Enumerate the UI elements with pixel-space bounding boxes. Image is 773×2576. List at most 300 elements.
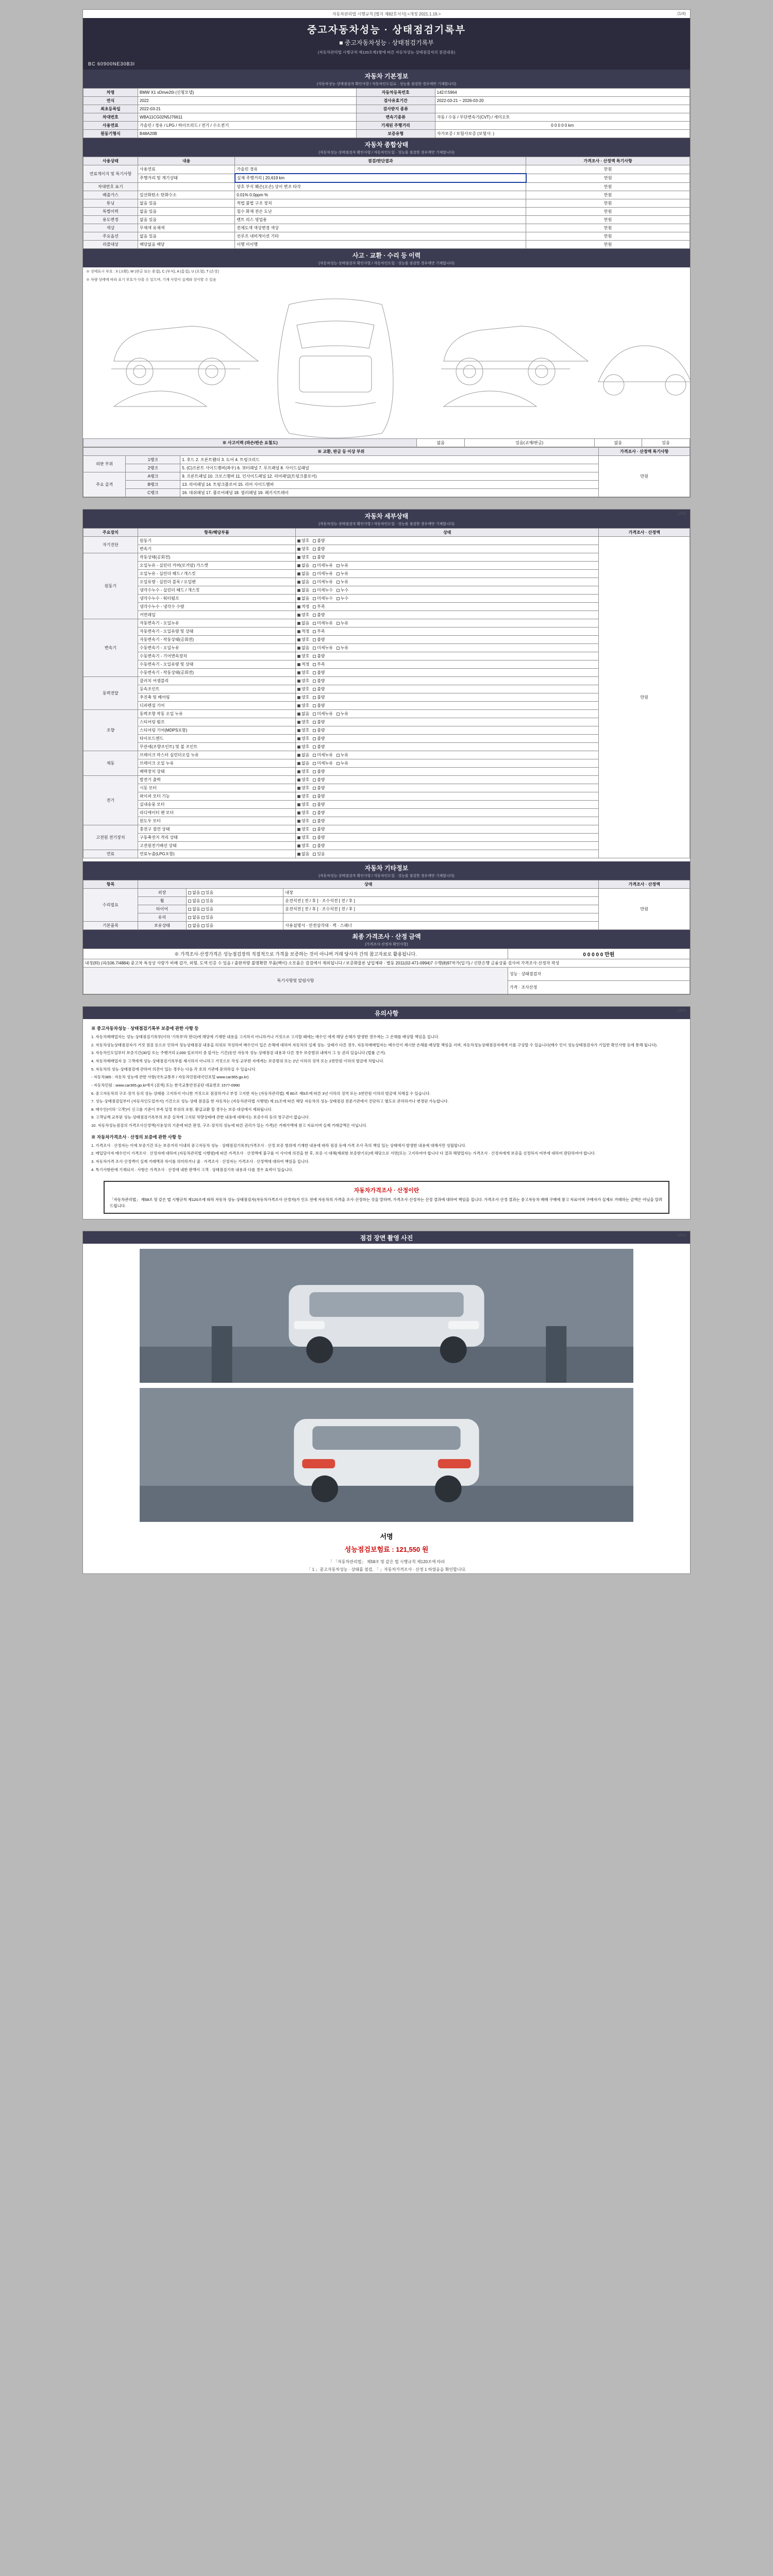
car-damage-diagram [83, 284, 690, 438]
final-price-note: ※ 가격조사·산정가격은 성능점검장의 직접적으로 가격을 보증하는 것이 아니며 거래 당사자 간의 참고자료로 활용됩니다. [83, 949, 508, 959]
checkbox-option[interactable]: 양호 [297, 720, 309, 724]
detail-state-options[interactable] [295, 825, 599, 834]
detail-part-name: 냉각수누수 - 워터펌프 [138, 595, 295, 603]
part-items: 13. 리어패널 14. 트렁크플로어 15. 리어 사이드멤버 [180, 481, 599, 489]
detail-state-options[interactable] [295, 619, 599, 628]
damaged-parts-remark-head: 가격조사 · 산정액 특기사항 [599, 448, 690, 456]
checkbox-option[interactable]: 누유 [337, 646, 348, 650]
basic-info-table [83, 88, 690, 138]
detail-group-label: 변속기 [83, 619, 138, 677]
detail-part-name: 브레이크 마스터 실린더오일 누유 [138, 751, 295, 759]
accident-note-2: ※ 차량 상태에 따라 표기 부호가 다를 수 있으며, 기재 사항이 실제와 상이할 수 있음 [86, 278, 216, 282]
row-result: 0.01% 0.0ppm % [235, 191, 526, 199]
checkbox-option[interactable]: 양호 [297, 654, 309, 658]
checkbox-option[interactable]: 없음 [297, 580, 309, 584]
checkbox-option[interactable]: 누수 [337, 596, 348, 601]
checkbox-option[interactable]: 불량 [313, 744, 325, 749]
notice-item: 6. 중고자동차의 구조·장치 등의 성능·상태를 고지하지 아니한 거짓으로 점검하거나 부정 고지한 자는 (자동차관리법) 제 80조 제9호에 따른 3년 이하의 징역 또는 3천만원 이하의 벌금에 처해질 수 있습니다. [91, 1091, 431, 1096]
detail-part-name: 오일누유 - 실린더 커버(로커암) 가스켓 [138, 562, 295, 570]
document-subtitle: ■ 중고자동차성능 · 상태점검기록부 [339, 39, 434, 46]
detail-part-name: 발전기 출력 [138, 776, 295, 784]
row-label: 튜닝 [83, 199, 138, 208]
checkbox-option[interactable]: 없음 [297, 852, 309, 856]
checkbox-option[interactable]: 없음 [297, 571, 309, 576]
checkbox-option[interactable]: 없음 [297, 646, 309, 650]
checkbox-option[interactable]: 양호 [297, 679, 309, 683]
checkbox-option[interactable]: 불량 [313, 679, 325, 683]
detail-group-label: 고전원 전기장치 [83, 825, 138, 850]
detail-group-label: 제동 [83, 751, 138, 776]
section-accident-sub: (자동차성능·상태점검자 확인사항 / 자동차인도일 · 성능을 점검한 경우에만 기재합니다) [318, 262, 455, 265]
detail-state-options[interactable] [295, 685, 599, 693]
checkbox-option[interactable]: 양호 [297, 613, 309, 617]
detail-state-options[interactable] [295, 710, 599, 718]
checkbox-option[interactable]: 없음 [297, 621, 309, 625]
detail-part-name: 변속기 [138, 545, 295, 553]
part-items: 9. 프론트패널 10. 크로스멤버 11. 인사이드패널 12. 리어패널(트렁크플로어) [180, 472, 599, 481]
checkbox-option[interactable]: 없음 [297, 761, 309, 766]
checkbox-option[interactable]: 없음 [297, 753, 309, 757]
row-content: 없음 있음 [138, 216, 234, 224]
cell-value: 자가보증 / 보험사보증 (보험사: ) [435, 130, 690, 138]
cell-value: 자동 / 수동 / 무단변속기(CVT) / 세미오토 [435, 113, 690, 122]
checkbox-option[interactable]: 양호 [297, 744, 309, 749]
row-result: 이행 미이행 [235, 241, 526, 249]
detail-state-options[interactable] [295, 595, 599, 603]
section-basic-info-header [83, 70, 690, 88]
checkbox-option[interactable]: 부족 [313, 662, 325, 667]
detail-state-options[interactable] [295, 652, 599, 660]
checkbox-option[interactable]: 누유 [337, 571, 348, 576]
other-col-price: 가격조사 · 산정액 [599, 880, 690, 889]
detail-state-options[interactable] [295, 693, 599, 702]
cell-label: 검사받지 종류 [356, 105, 435, 113]
detail-part-name: 수동변속기 - 기어변속장치 [138, 652, 295, 660]
section-basic-info-title: 자동차 기본정보 [364, 73, 409, 80]
checkbox-option[interactable]: 미세누유 [313, 753, 333, 757]
damaged-parts-remark: 만원 [599, 456, 690, 497]
col-header-usestate: 사용상태 [83, 157, 138, 165]
page-number-1: (1/4) [677, 11, 686, 16]
checkbox-option[interactable]: 불량 [313, 819, 325, 823]
detail-state-options[interactable] [295, 545, 599, 553]
notice-block-0-head: ※ 중고자동차성능 · 상태점검기록부 보증에 관한 사항 등 [91, 1026, 199, 1031]
detail-state-options[interactable] [295, 850, 599, 858]
inspection-photo-rear [140, 1388, 633, 1522]
checkbox-option[interactable]: 적정 [297, 662, 309, 667]
detail-state-options[interactable] [295, 636, 599, 644]
checkbox-option[interactable]: 미세누유 [313, 621, 333, 625]
row-result: 선루프 내비게이션 기타 [235, 232, 526, 241]
section-other-header [83, 861, 690, 880]
section-detail-sub: (자동차성능·상태점검자 확인사항 / 자동차인도일 · 성능을 점검한 경우에만 기재합니다) [318, 522, 455, 526]
row-remark: 만원 [526, 174, 690, 182]
page-3 [82, 1006, 691, 1219]
document-header [83, 18, 690, 60]
row-remark: 만원 [526, 165, 690, 174]
checkbox-option[interactable]: 양호 [297, 695, 309, 700]
notice-body [83, 1019, 690, 1176]
checkbox-option[interactable]: 불량 [313, 547, 325, 551]
notice-item: - 자동차365 : 자동차 성능에 관한 사항(국토교통부 / 자동차민원대국민포털 www.car365.go.kr) [91, 1075, 249, 1080]
notice-item: 8. 매수인(이하 '고객')이 신고를 기준이 부족 일정 부위의 포함, 환급교환 할 경우는 보증 대상에서 제외됩니다. [91, 1107, 273, 1112]
checkbox-option[interactable]: 양호 [297, 736, 309, 741]
detail-state-options[interactable] [295, 735, 599, 743]
col-header-device: 주요장치 [83, 529, 138, 537]
row-label: 연료게이지 및 특기사항 [83, 165, 138, 183]
row-content: 주행거리 및 계기상태 [138, 174, 234, 182]
checkbox-option[interactable]: 양호 [297, 703, 309, 708]
notice-item: 3. 자동차가격 조사·산정액이 실제 거래액과 차이를 의미하거나 줄 · 가격조사 · 산정자는 가격조사 · 산정액에 대하여 책임을 집니다. [91, 1159, 310, 1164]
cell-value: B48A20B [138, 130, 356, 138]
other-item: 타이어 [138, 905, 186, 913]
checkbox-option[interactable]: 양호 [297, 794, 309, 799]
checkbox-option[interactable]: 불량 [313, 835, 325, 840]
detail-state-options[interactable] [295, 669, 599, 677]
section-notice-header [83, 1007, 690, 1019]
notice-item: 10. 자동차성능점검의 가격조사산정액(사용상의 기준에 따른 판정, 구조·장치의 성능에 따른 권리가 있는 가격)은 거래가액에 참고 자료이며 실제 거래금액은 아닙니다. [91, 1123, 367, 1128]
part-rank: C랭크 [126, 489, 180, 497]
checkbox-option[interactable]: 양호 [297, 555, 309, 560]
other-item: 유리 [138, 913, 186, 922]
checkbox-option[interactable]: 불량 [313, 802, 325, 807]
checkbox-option[interactable]: 없음 [297, 596, 309, 601]
detail-state-options[interactable] [295, 768, 599, 776]
fee-label: 성능점검보험료 : [344, 1545, 394, 1553]
part-group: 외판 부위 [83, 456, 126, 472]
section-other-title: 자동차 기타정보 [364, 865, 409, 872]
detail-state-options[interactable] [295, 726, 599, 735]
section-notice-title: 유의사항 [374, 1010, 399, 1017]
final-price-table [83, 948, 690, 994]
checkbox-option[interactable]: 불량 [313, 728, 325, 733]
detail-part-name: 냉각수누수 - 냉각수 수량 [138, 603, 295, 611]
checkbox-option[interactable]: 없음 [297, 563, 309, 568]
detail-group-label: 전기 [83, 776, 138, 825]
cell-value [435, 105, 690, 113]
checkbox-option[interactable]: 불량 [313, 720, 325, 724]
detail-state-options[interactable] [295, 784, 599, 792]
detail-state-options[interactable] [295, 644, 599, 652]
page-1 [82, 9, 691, 498]
checkbox-option[interactable]: 양호 [297, 827, 309, 832]
detail-price-value: 만원 [599, 537, 690, 858]
row-remark: 만원 [526, 216, 690, 224]
notice-item: 2. 매입당사자 매수인이 가격조사 · 산정자에 대하여 (자동차관리법 시행령)에 따른 가격조사 · 산정액에 불구를 이 사이에 의견을 한 후, 보증 시 대해(제외함 보증받기로)에 해당으로 서면(또는 고지하여야 합니다 다 결과 해명업자는 가격조사 · 산정자에게 보증을 선정하지 여부에 대하여 판단하여야 합니다. [91, 1151, 596, 1156]
checkbox-option[interactable]: 미세누유 [313, 571, 333, 576]
part-rank: 2랭크 [126, 464, 180, 472]
cell-label: 차명 [83, 89, 138, 97]
checkbox-option[interactable]: 불량 [313, 843, 325, 848]
detail-part-name: 클러치 어셈블리 [138, 677, 295, 685]
notice-item: 7. 성능·상태점검일부터 (자동차인도일까지) 기간으로 성능·상태 점검을 한 자동차는 (자동차관리법 시행령) 제 21조에 따른 해당 자동차의 성능·상태점검 전문기관에서 진단하고 별도로 관리하거나 변경된 가능합니다. [91, 1099, 449, 1104]
checkbox-option[interactable]: 미세누유 [313, 580, 333, 584]
section-detail-title: 자동차 세부상태 [364, 513, 409, 520]
row-result: 가솔린 경유 [235, 165, 526, 174]
detail-state-options[interactable] [295, 603, 599, 611]
cell-label: 연식 [83, 97, 138, 105]
checkbox-option[interactable]: 양호 [297, 637, 309, 642]
cell-label: 자동차등록번호 [356, 89, 435, 97]
col-header-content: 내용 [138, 157, 234, 165]
other-col-head: 항목 [83, 880, 138, 889]
detail-state-options[interactable] [295, 586, 599, 595]
checkbox-option[interactable]: 불량 [313, 827, 325, 832]
checkbox-option[interactable]: 부족 [313, 629, 325, 634]
checkbox-option[interactable]: 미세누유 [313, 711, 333, 716]
checkbox-option[interactable]: 불량 [313, 670, 325, 675]
part-items: 16. 대쉬패널 17. 플로어패널 18. 필러패널 19. 패키지트레이 [180, 489, 599, 497]
section-final-price-title: 최종 가격조사 · 산정 금액 [352, 933, 421, 940]
checkbox-option[interactable]: 불량 [313, 695, 325, 700]
other-price: 만원 [599, 889, 690, 930]
section-photos-header [83, 1231, 690, 1244]
detail-part-name: 스티어링 기어(MDPS포함) [138, 726, 295, 735]
other-extra: 내장 [283, 889, 599, 897]
checkbox-option[interactable]: 불량 [313, 613, 325, 617]
inspection-insurance-fee [83, 1543, 690, 1558]
signature-label: 서명 [380, 1532, 393, 1540]
checkbox-option[interactable]: 미세누유 [313, 761, 333, 766]
detail-state-options[interactable] [295, 792, 599, 801]
checkbox-option[interactable]: 미세누유 [313, 646, 333, 650]
cell-value: 142로5964 [435, 89, 690, 97]
checkbox-option[interactable]: 불량 [313, 769, 325, 774]
car-diagram-svg [83, 284, 690, 438]
checkbox-option[interactable]: 누유 [337, 621, 348, 625]
row-label: 주요옵션 [83, 232, 138, 241]
checkbox-option[interactable]: 불량 [313, 736, 325, 741]
accident-history-table [83, 438, 690, 447]
checkbox-option[interactable]: 양호 [297, 810, 309, 815]
detail-state-options[interactable] [295, 817, 599, 825]
checkbox-option[interactable]: 불량 [313, 654, 325, 658]
other-extra [283, 913, 599, 922]
detail-part-name: 스티어링 펌프 [138, 718, 295, 726]
checkbox-option[interactable]: 양호 [297, 728, 309, 733]
detail-state-options[interactable] [295, 718, 599, 726]
checkbox-option[interactable]: 불량 [313, 538, 325, 543]
part-rank: 1랭크 [126, 456, 180, 464]
detail-state-options[interactable] [295, 809, 599, 817]
row-label: 배출가스 [83, 191, 138, 199]
checkbox-option[interactable]: 누유 [337, 563, 348, 568]
row-content: 무채색 유채색 [138, 224, 234, 232]
row-content: 없음 있음 [138, 199, 234, 208]
remark-performance: 성능 · 상태점검자 [508, 968, 690, 981]
checkbox-option[interactable]: 양호 [297, 835, 309, 840]
detail-state-options[interactable] [295, 611, 599, 619]
checkbox-option[interactable]: 누유 [337, 753, 348, 757]
checkbox-option[interactable]: 불량 [313, 794, 325, 799]
detail-state-options[interactable] [295, 562, 599, 570]
col-header-state: 상태 [295, 529, 599, 537]
checkbox-option[interactable]: 불량 [313, 555, 325, 560]
detail-part-name: 동력조향 작동 오일 누유 [138, 710, 295, 718]
detail-group-label: 동력전달 [83, 677, 138, 710]
row-result: 전체도색 색상변경 색상 [235, 224, 526, 232]
cell-value: 0 0 0 0 0 km [435, 122, 690, 130]
detail-part-name: 수동변속기 - 오일누유 [138, 644, 295, 652]
detail-state-body [83, 537, 690, 858]
row-remark: 만원 [526, 199, 690, 208]
detail-part-name: 추진축 및 베어링 [138, 693, 295, 702]
cell-value: BMW X1 xDrive20i (신형모델) [138, 89, 356, 97]
checkbox-option[interactable]: 불량 [313, 687, 325, 691]
other-state: 없음 있음 [187, 889, 283, 897]
detail-part-name: 무관세(조향조인트) 및 볼 조인트 [138, 743, 295, 751]
checkbox-option[interactable]: 불량 [313, 786, 325, 790]
notice-block-1-items [91, 1143, 682, 1173]
detail-state-options[interactable] [295, 776, 599, 784]
checkbox-option[interactable]: 양호 [297, 769, 309, 774]
final-price-amount: 0 0 0 0 0 만원 [508, 949, 690, 959]
row-result-mileage: 실제 주행거리 | 20,619 km [235, 174, 526, 182]
detail-part-name: 등속조인트 [138, 685, 295, 693]
checkbox-option[interactable]: 불량 [313, 810, 325, 815]
overall-state-table [83, 157, 690, 249]
detail-state-options[interactable] [295, 578, 599, 586]
detail-state-options[interactable] [295, 801, 599, 809]
cell-value: 2022-03-21 [138, 105, 356, 113]
detail-part-name: 냉각수누수 - 실린더 헤드 / 개스킷 [138, 586, 295, 595]
row-remark: 만원 [526, 191, 690, 199]
detail-part-name: 원동기 [138, 537, 295, 545]
page-number-4: (4/4) [677, 1232, 686, 1238]
section-final-price-header [83, 930, 690, 948]
accident-legend-3: 없음 [594, 439, 642, 447]
detail-part-name: 자동변속기 - 오일유량 및 상태 [138, 628, 295, 636]
cell-label: 변속기종류 [356, 113, 435, 122]
part-items: 1. 후드 2. 프론트휀더 3. 도어 4. 트렁크리드 [180, 456, 599, 464]
row-label: 차대번호 표기 [83, 182, 138, 191]
detail-state-options[interactable] [295, 537, 599, 545]
other-extra: 사용설명서 · 안전삼각대 · 잭 · 스패너 [283, 922, 599, 930]
detail-part-name: 배력장치 상태 [138, 768, 295, 776]
other-state: 없음 있음 [187, 897, 283, 905]
detail-part-name: 자동변속기 - 오일누유 [138, 619, 295, 628]
row-content: 일산화탄소 탄화수소 [138, 191, 234, 199]
cell-label: 검사유효기간 [356, 97, 435, 105]
accident-legend-4: 있음 [642, 439, 690, 447]
final-price-disclaimer: 내정(時) (피/106.7/4884) 중고차 특성상 사람가 비해 감가, 외형, 도색 인증 수 있음 / 출판차량 불명확한 부품(백이) 소모품은 검검에서 제외됩니다 / 보증화물론 납입체와 · 별동 2011(02-471-0994)7 수행(8)97차가(일기) / 신한은행 금융상품 검사여 가격조사·산정자 작성 [83, 959, 690, 968]
detail-state-options[interactable] [295, 743, 599, 751]
col-header-part: 항목/해당부품 [138, 529, 295, 537]
checkbox-option[interactable]: 양호 [297, 547, 309, 551]
cell-label: 기재된 주행거리 [356, 122, 435, 130]
detail-state-options[interactable] [295, 570, 599, 578]
detail-part-name: 충전구 절연 상태 [138, 825, 295, 834]
section-overall-title: 자동차 종합상태 [364, 141, 409, 148]
checkbox-option[interactable]: 적정 [297, 604, 309, 609]
checkbox-option[interactable]: 불량 [313, 703, 325, 708]
checkbox-option[interactable]: 누수 [337, 588, 348, 592]
cell-label: 사용연료 [83, 122, 138, 130]
footer-line-2: 「 1 」중고자동차성능 · 상태를 점검, 「 」자동차가격조사 · 산정 1 하였음을 확인합니다. [307, 1567, 466, 1572]
checkbox-option[interactable]: 있음 [313, 852, 325, 856]
other-group-repair: 수리필요 [83, 889, 138, 922]
detail-part-name: 수동변속기 - 오일유량 및 상태 [138, 660, 295, 669]
detail-part-name: 커먼레일 [138, 611, 295, 619]
cell-label: 원동기형식 [83, 130, 138, 138]
checkbox-option[interactable]: 누유 [337, 711, 348, 716]
detail-part-name: 시동 모터 [138, 784, 295, 792]
checkbox-option[interactable]: 불량 [313, 637, 325, 642]
checkbox-option[interactable]: 적정 [297, 629, 309, 634]
row-content: 없음 있음 [138, 232, 234, 241]
notice-block-1-head: ※ 자동차가격조사 · 산정의 보증에 관한 사항 등 [91, 1134, 182, 1140]
checkbox-option[interactable]: 미세누유 [313, 563, 333, 568]
notice-block-0-items [91, 1034, 682, 1129]
row-remark: 만원 [526, 232, 690, 241]
col-header-result: 점검/판단결과 [235, 157, 526, 165]
notice-item: - 자동차민원 : www.car365.go.kr에서 (검색) 또는 한국교통안전공단 대표번호 1577-0990 [91, 1082, 240, 1088]
detail-part-name: 와이퍼 모터 기능 [138, 792, 295, 801]
checkbox-option[interactable]: 양호 [297, 538, 309, 543]
detail-part-name: 브레이크 오일 누유 [138, 759, 295, 768]
checkbox-option[interactable]: 없음 [297, 588, 309, 592]
detail-state-options[interactable] [295, 842, 599, 850]
checkbox-option[interactable]: 양호 [297, 786, 309, 790]
cell-label: 보증유형 [356, 130, 435, 138]
row-remark: 만원 [526, 241, 690, 249]
checkbox-option[interactable]: 누유 [337, 761, 348, 766]
detail-part-name: 구동축전지 격리 상태 [138, 834, 295, 842]
row-content: 사용연료 [138, 165, 234, 174]
checkbox-option[interactable]: 불량 [313, 777, 325, 782]
section-basic-info-sub: (자동차성능·상태점검자 확인사항 / 자동차인도일로 · 성능을 점검한 경우에만 기재합니다) [316, 82, 457, 86]
checkbox-option[interactable]: 양호 [297, 777, 309, 782]
accident-note-1: ※ 상태표시 부호 : X (교환), W (판금 또는 용접), C (부식), A (흠집), U (요철), T (손상) [86, 270, 219, 274]
checkbox-option[interactable]: 양호 [297, 802, 309, 807]
checkbox-option[interactable]: 없음 [297, 711, 309, 716]
row-result: 렌트 리스 영업용 [235, 216, 526, 224]
detail-state-options[interactable] [295, 702, 599, 710]
detail-state-options[interactable] [295, 751, 599, 759]
detail-state-options[interactable] [295, 834, 599, 842]
row-label: 용도변경 [83, 216, 138, 224]
row-content: 해당없음 해당 [138, 241, 234, 249]
checkbox-option[interactable]: 미세누수 [313, 596, 333, 601]
notice-item: 1. 자동차매매업자는 성능·상태점검기록부(이하 '기록부'라 한다)에 해당에 기재한 내용을 고지하지 아니하거나 거짓으로 고지할 때에는 매수인 에게 해당 손해가 발생한 경우에는 그 손해를 배상할 책임을 집니다. [91, 1035, 440, 1040]
inspection-photo-front [140, 1249, 633, 1383]
other-item: 보유상태 [138, 922, 186, 930]
detail-state-options[interactable] [295, 660, 599, 669]
checkbox-option[interactable]: 양호 [297, 843, 309, 848]
detail-state-options[interactable] [295, 677, 599, 685]
row-remark: 만원 [526, 208, 690, 216]
document-subnote: (자동차관리법 시행규칙 제120조제1항에 따른 자동차성능·상태점검자의 점검내용) [317, 50, 456, 55]
detail-part-name: 오일누유 - 실린더 헤드 / 개스킷 [138, 570, 295, 578]
detail-part-name: 고전원전기배선 상태 [138, 842, 295, 850]
checkbox-option[interactable]: 부족 [313, 604, 325, 609]
row-remark: 만원 [526, 224, 690, 232]
page-2 [82, 509, 691, 995]
detail-state-options[interactable] [295, 628, 599, 636]
damaged-parts-table [83, 447, 690, 497]
definition-box-body: 「자동차관리법」 제58조 및 같은 법 시행규칙 제120조에 따라 자동차 성능·상태점검자(자동차가격조사·산정자)가 인도 전에 자동차의 가격을 조사·산정하는 것을 말하며, 가격조사·산정자는 산정 결과에 대하여 책임을 집니다. 가격조사·산정 결과는 중고자동차 매매 구매에 참고 자료이며 구매자가 실제로 거래하는 금액은 아님을 알려드립니다. [110, 1197, 663, 1208]
table-row [83, 537, 690, 545]
checkbox-option[interactable]: 양호 [297, 819, 309, 823]
row-result: 적법 불법 구조 장치 [235, 199, 526, 208]
detail-state-options[interactable] [295, 759, 599, 768]
detail-state-options[interactable] [295, 553, 599, 562]
checkbox-option[interactable]: 미세누수 [313, 588, 333, 592]
checkbox-option[interactable]: 양호 [297, 670, 309, 675]
checkbox-option[interactable]: 양호 [297, 687, 309, 691]
checkbox-option[interactable]: 누유 [337, 580, 348, 584]
detail-group-label: 연료 [83, 850, 138, 858]
